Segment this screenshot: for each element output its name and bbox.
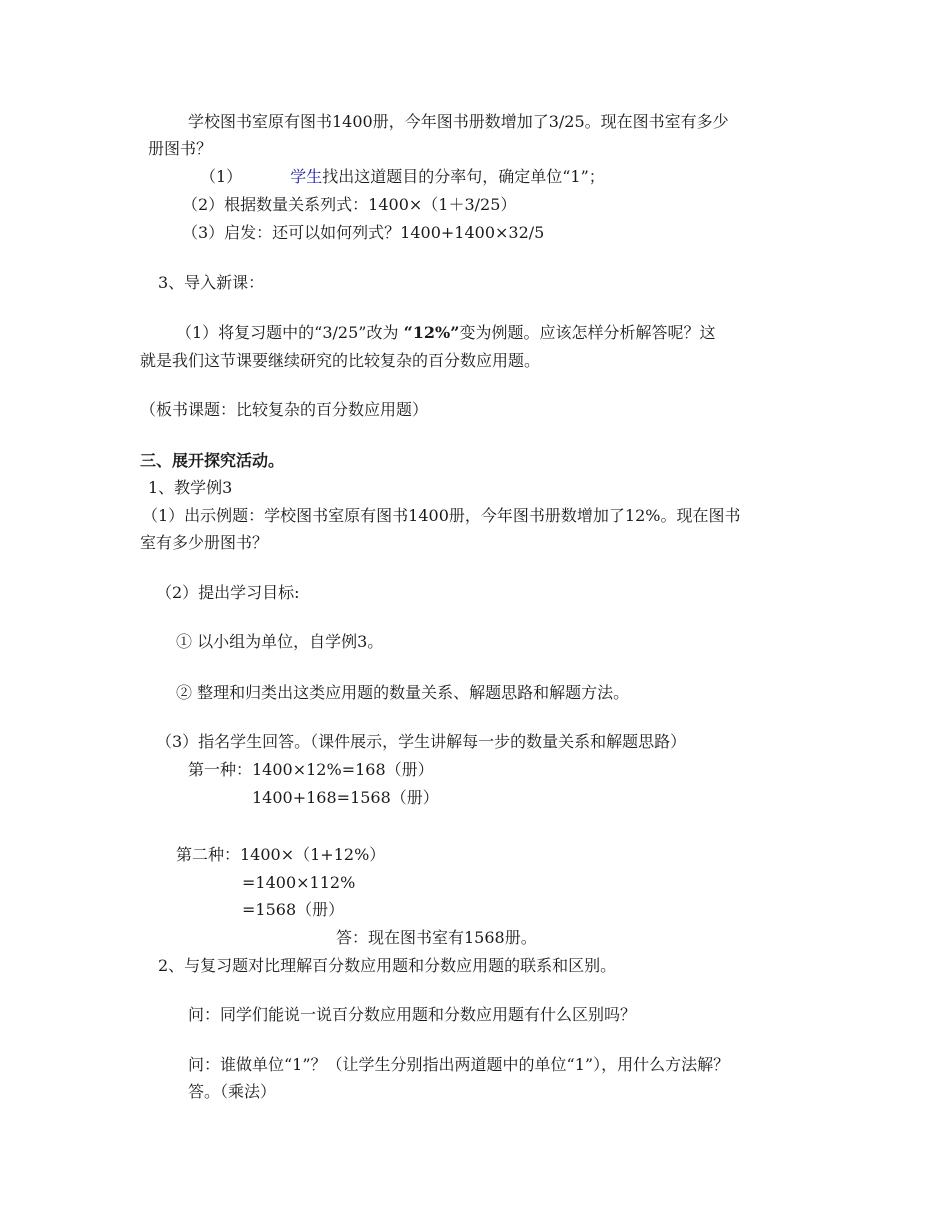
- example-line2: 室有多少册图书？: [140, 533, 269, 552]
- intro-paragraph-line1: [176, 323, 715, 343]
- intro-paragraph-line2: 就是我们这节课要继续研究的比较复杂的百分数应用题。: [140, 351, 541, 370]
- goal-2: ② 整理和归类出这类应用题的数量关系、解题思路和解题方法。: [176, 683, 630, 702]
- review-step3: （3）启发：还可以如何列式？1400+1400×32/5: [182, 223, 545, 242]
- question-1: 问：同学们能说一说百分数应用题和分数应用题有什么区别吗？: [188, 1005, 637, 1024]
- board-title: （板书课题：比较复杂的百分数应用题）: [140, 400, 429, 419]
- review-problem-line2: 册图书？: [148, 139, 213, 158]
- section3-item1: 1、教学例3: [148, 478, 233, 497]
- intro-heading: 3、导入新课：: [158, 273, 265, 292]
- answer-heading: （3）指名学生回答。（课件展示，学生讲解每一步的数量关系和解题思路）: [156, 732, 687, 751]
- section3-heading: 三、展开探究活动。: [140, 451, 285, 470]
- step1-number: （1）: [200, 167, 243, 186]
- method1-line2: 1400+168=1568（册）: [252, 788, 439, 807]
- intro-para-part1: （1）将复习题中的“3/25”改为: [176, 323, 404, 342]
- intro-para-part2: 变为例题。应该怎样分析解答呢？这: [459, 323, 716, 342]
- method2-line1: 第二种：1400×（1+12%）: [176, 845, 386, 864]
- section3-item2: 2、与复习题对比理解百分数应用题和分数应用题的联系和区别。: [158, 956, 617, 975]
- review-step2: （2）根据数量关系列式：1400×（1＋3/25）: [182, 195, 517, 214]
- review-step1: [200, 167, 605, 187]
- goal-1: ① 以小组为单位，自学例3。: [176, 632, 384, 651]
- step1-text: 找出这道题目的分率句，确定单位“1”；: [322, 167, 605, 186]
- goals-heading: （2）提出学习目标:: [156, 583, 300, 602]
- student-link[interactable]: 学生: [290, 167, 323, 186]
- question-2: 问：谁做单位“1”？（让学生分别指出两道题中的单位“1”），用什么方法解？: [188, 1055, 730, 1074]
- method2-line2: =1400×112%: [242, 873, 356, 892]
- method1-line1: 第一种：1400×12%=168（册）: [188, 760, 434, 779]
- intro-para-bold: “12%”: [403, 323, 460, 342]
- final-answer: 答：现在图书室有1568册。: [336, 928, 537, 947]
- method2-line3: =1568（册）: [242, 900, 345, 919]
- example-line1: （1）出示例题：学校图书室原有图书1400册，今年图书册数增加了12%。现在图书: [142, 506, 741, 525]
- answer-2: 答。（乘法）: [188, 1082, 277, 1101]
- review-problem-line1: 学校图书室原有图书1400册，今年图书册数增加了3/25。现在图书室有多少: [188, 112, 729, 131]
